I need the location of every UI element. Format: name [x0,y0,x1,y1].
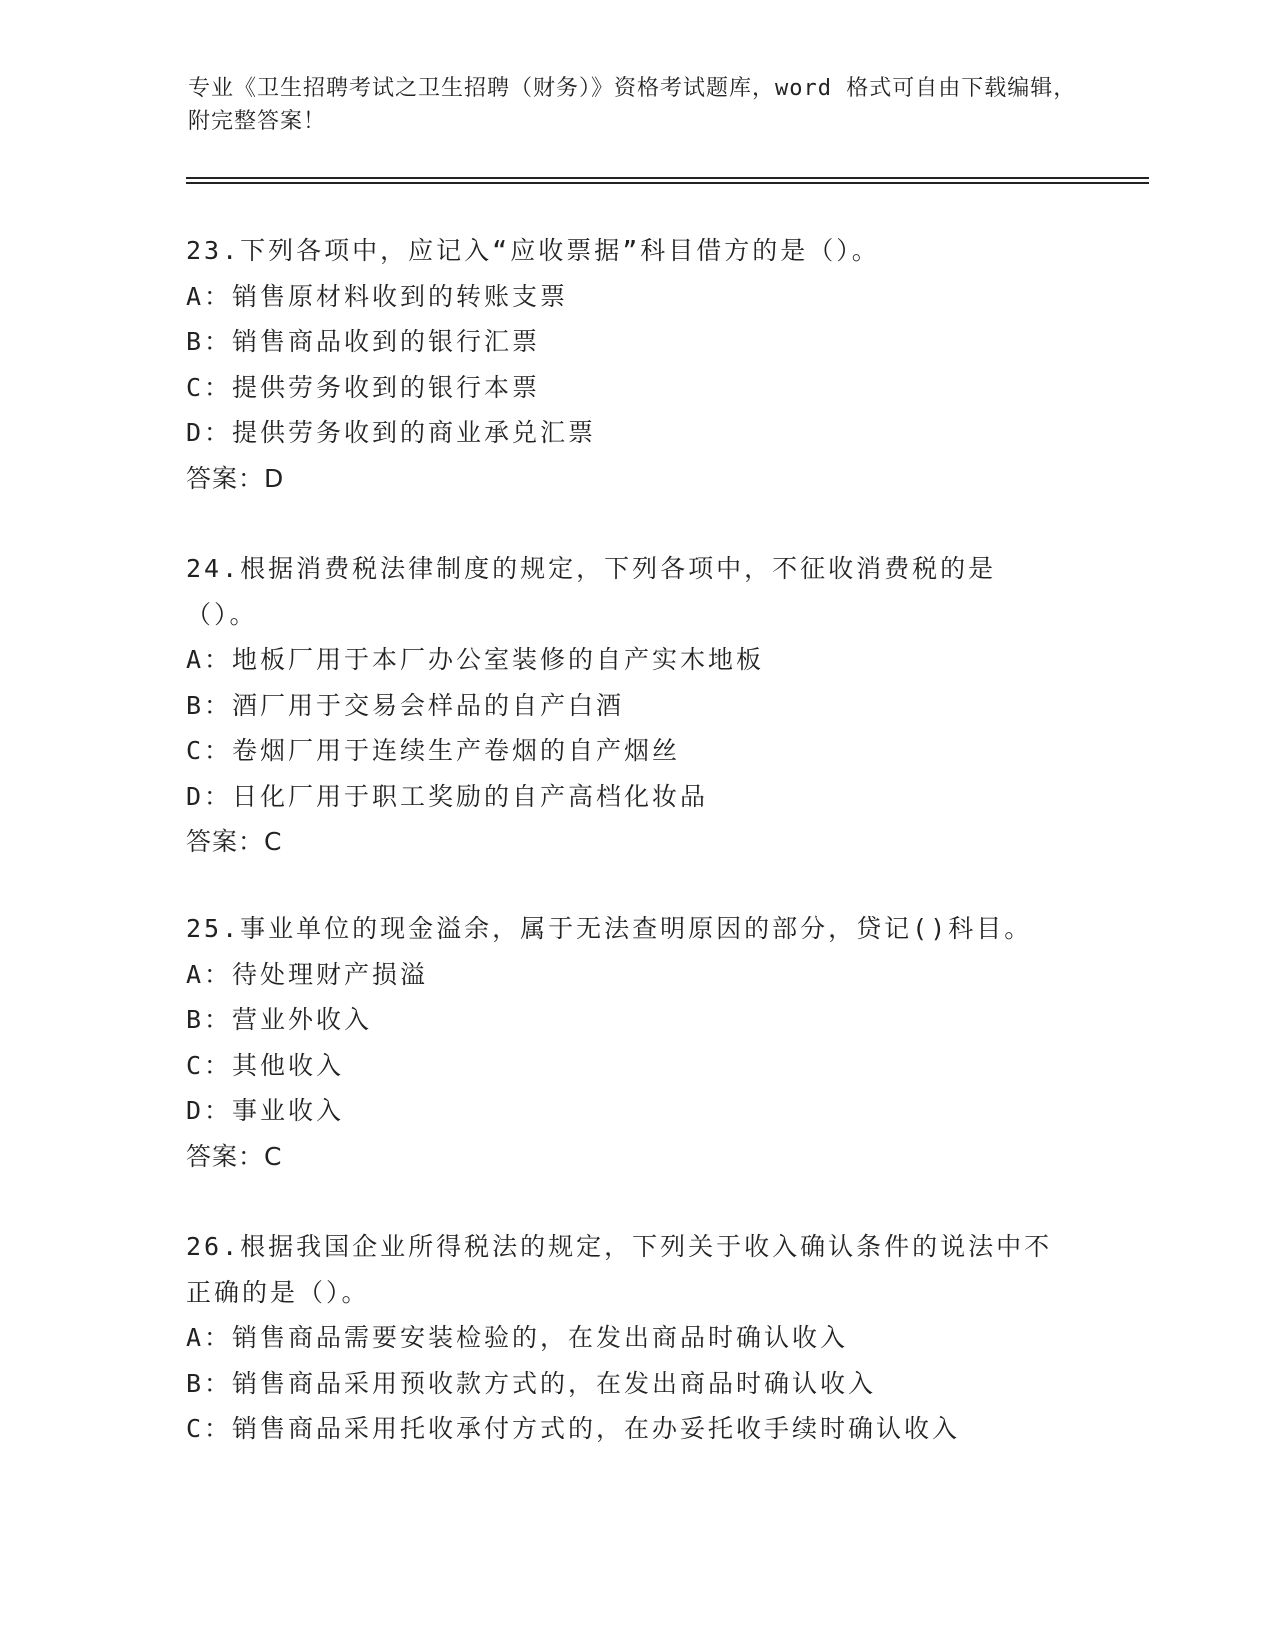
document-header: 专业《卫生招聘考试之卫生招聘（财务）》资格考试题库，word 格式可自由下载编辑，附完整答案！ [188,76,1077,134]
option-d: D：事业收入 [186,1096,345,1125]
question-stem: 24.根据消费税法律制度的规定，下列各项中，不征收消费税的是（）。 [186,554,997,629]
option-c: C：提供劳务收到的银行本票 [186,372,541,402]
option-b: B：酒厂用于交易会样品的自产白酒 [186,690,625,720]
option-c: C：其他收入 [186,1050,345,1080]
question-stem: 25.事业单位的现金溢余，属于无法查明原因的部分，贷记()科目。 [186,914,1033,943]
option-a: A：销售商品需要安装检验的，在发出商品时确认收入 [186,1323,849,1352]
question-23 [186,228,1086,501]
option-d: D：提供劳务收到的商业承兑汇票 [186,418,597,447]
question-stem: 23.下列各项中，应记入“应收票据”科目借方的是（）。 [186,236,880,265]
header-divider-top [186,177,1149,179]
option-a: A：待处理财产损溢 [186,959,429,989]
answer: 答案：C [186,1141,283,1171]
option-b: B：营业外收入 [186,1005,373,1034]
answer: 答案：D [186,463,285,493]
option-c: C：销售商品采用托收承付方式的，在办妥托收手续时确认收入 [186,1414,961,1443]
option-b: B：销售商品收到的银行汇票 [186,327,541,356]
answer: 答案：C [186,827,283,856]
header-divider-bottom [186,182,1149,184]
question-26 [186,1224,1086,1452]
question-24 [186,546,1086,865]
option-a: A：地板厂用于本厂办公室装修的自产实木地板 [186,645,765,674]
option-d: D：日化厂用于职工奖励的自产高档化妆品 [186,781,709,811]
option-a: A：销售原材料收到的转账支票 [186,281,569,311]
option-b: B：销售商品采用预收款方式的，在发出商品时确认收入 [186,1368,877,1398]
option-c: C：卷烟厂用于连续生产卷烟的自产烟丝 [186,736,681,765]
question-stem: 26.根据我国企业所得税法的规定，下列关于收入确认条件的说法中不正确的是（）。 [186,1232,1053,1307]
question-25 [186,906,1086,1179]
